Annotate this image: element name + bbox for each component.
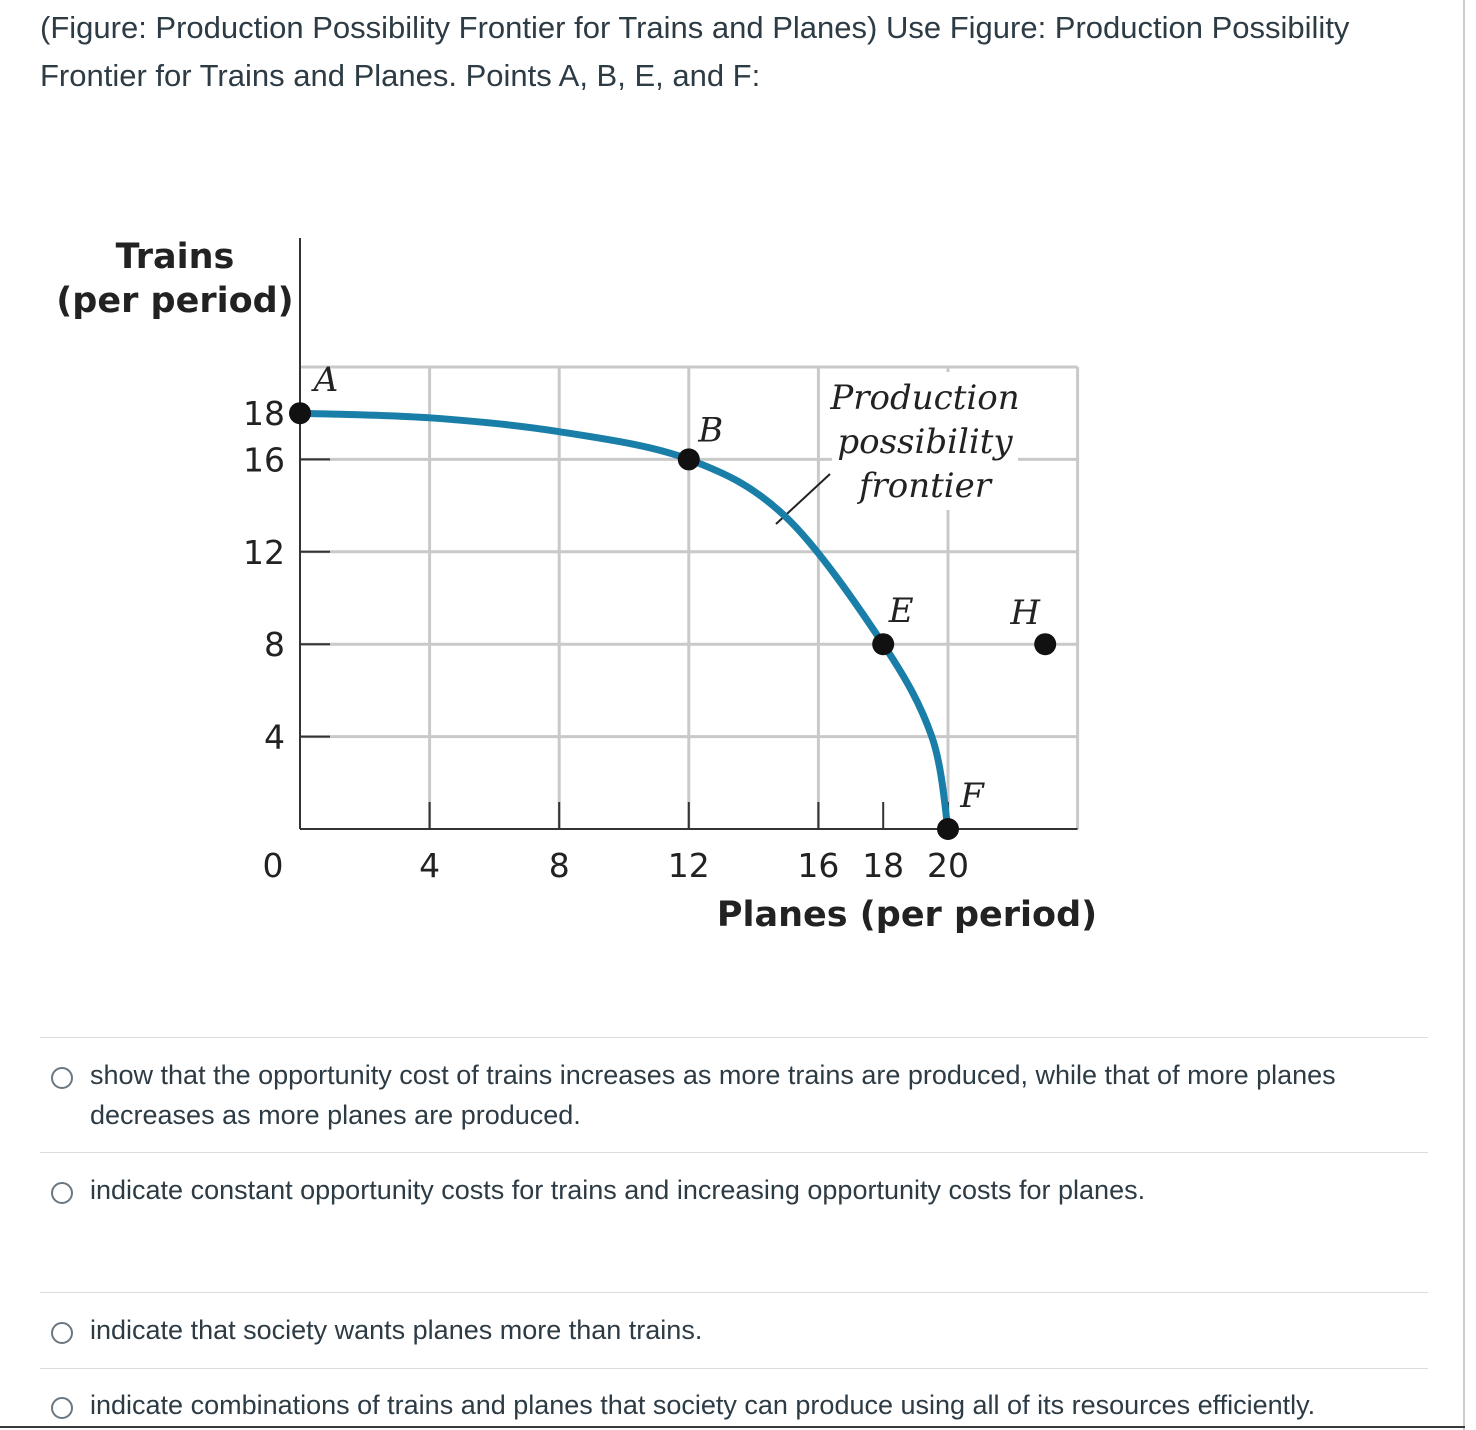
- x-tick-label: 0: [262, 846, 284, 885]
- answer-option-2[interactable]: [40, 1153, 1428, 1292]
- y-tick-label: 8: [264, 625, 285, 665]
- answer-option-text: indicate combinations of trains and planes that society can produce using all of its resources efficiently.: [90, 1390, 1316, 1420]
- radio-button[interactable]: [51, 1322, 73, 1344]
- y-tick-label: 16: [243, 440, 285, 480]
- answer-option-text: indicate constant opportunity costs for trains and increasing opportunity costs for planes.: [90, 1175, 1146, 1205]
- radio-button[interactable]: [51, 1397, 73, 1419]
- radio-button[interactable]: [51, 1182, 73, 1204]
- point-label-a: A: [313, 360, 339, 401]
- radio-button[interactable]: [51, 1067, 73, 1089]
- point-h: [1034, 633, 1056, 655]
- point-a: [289, 402, 311, 424]
- y-tick-label: 12: [243, 532, 285, 572]
- x-tick-label: 8: [548, 846, 570, 885]
- point-label-f: F: [960, 776, 984, 816]
- answer-option-1[interactable]: [40, 1038, 1428, 1152]
- answer-options: [40, 1037, 1428, 1427]
- x-axis-label: Planes (per period): [716, 895, 1098, 935]
- curve-label-line: frontier: [858, 466, 992, 506]
- answer-option-4[interactable]: [40, 1369, 1428, 1427]
- y-axis-label-unit: (per period): [56, 281, 294, 321]
- x-tick-label: 12: [667, 846, 710, 885]
- question-text: (Figure: Production Possibility Frontier for Trains and Planes) Use Figure: Production Possibility Frontier for Trains and Planes. Points A, B, E, and F:: [40, 10, 1350, 93]
- answer-option-text: show that the opportunity cost of trains increases as more trains are produced, while that of more planes decreases as more planes are produced.: [90, 1060, 1336, 1130]
- point-f: [937, 818, 959, 840]
- point-label-e: E: [888, 591, 914, 632]
- y-tick-label: 4: [264, 717, 285, 757]
- x-tick-label: 16: [797, 846, 840, 885]
- point-b: [678, 448, 700, 470]
- point-label-h: H: [1010, 593, 1041, 634]
- point-label-b: B: [698, 410, 724, 451]
- curve-label-line: possibility: [837, 422, 1013, 462]
- point-e: [872, 633, 894, 655]
- x-tick-label: 18: [862, 846, 905, 885]
- ppf-curve-label: [829, 372, 1019, 510]
- answer-option-text: indicate that society wants planes more than trains.: [90, 1315, 703, 1345]
- x-tick-label: 20: [927, 846, 969, 885]
- x-tick-label: 4: [419, 846, 441, 885]
- y-axis-label: Trains: [115, 237, 235, 277]
- y-tick-label: 18: [243, 394, 285, 434]
- answer-option-3[interactable]: [40, 1293, 1428, 1368]
- curve-label-line: Production: [830, 378, 1020, 418]
